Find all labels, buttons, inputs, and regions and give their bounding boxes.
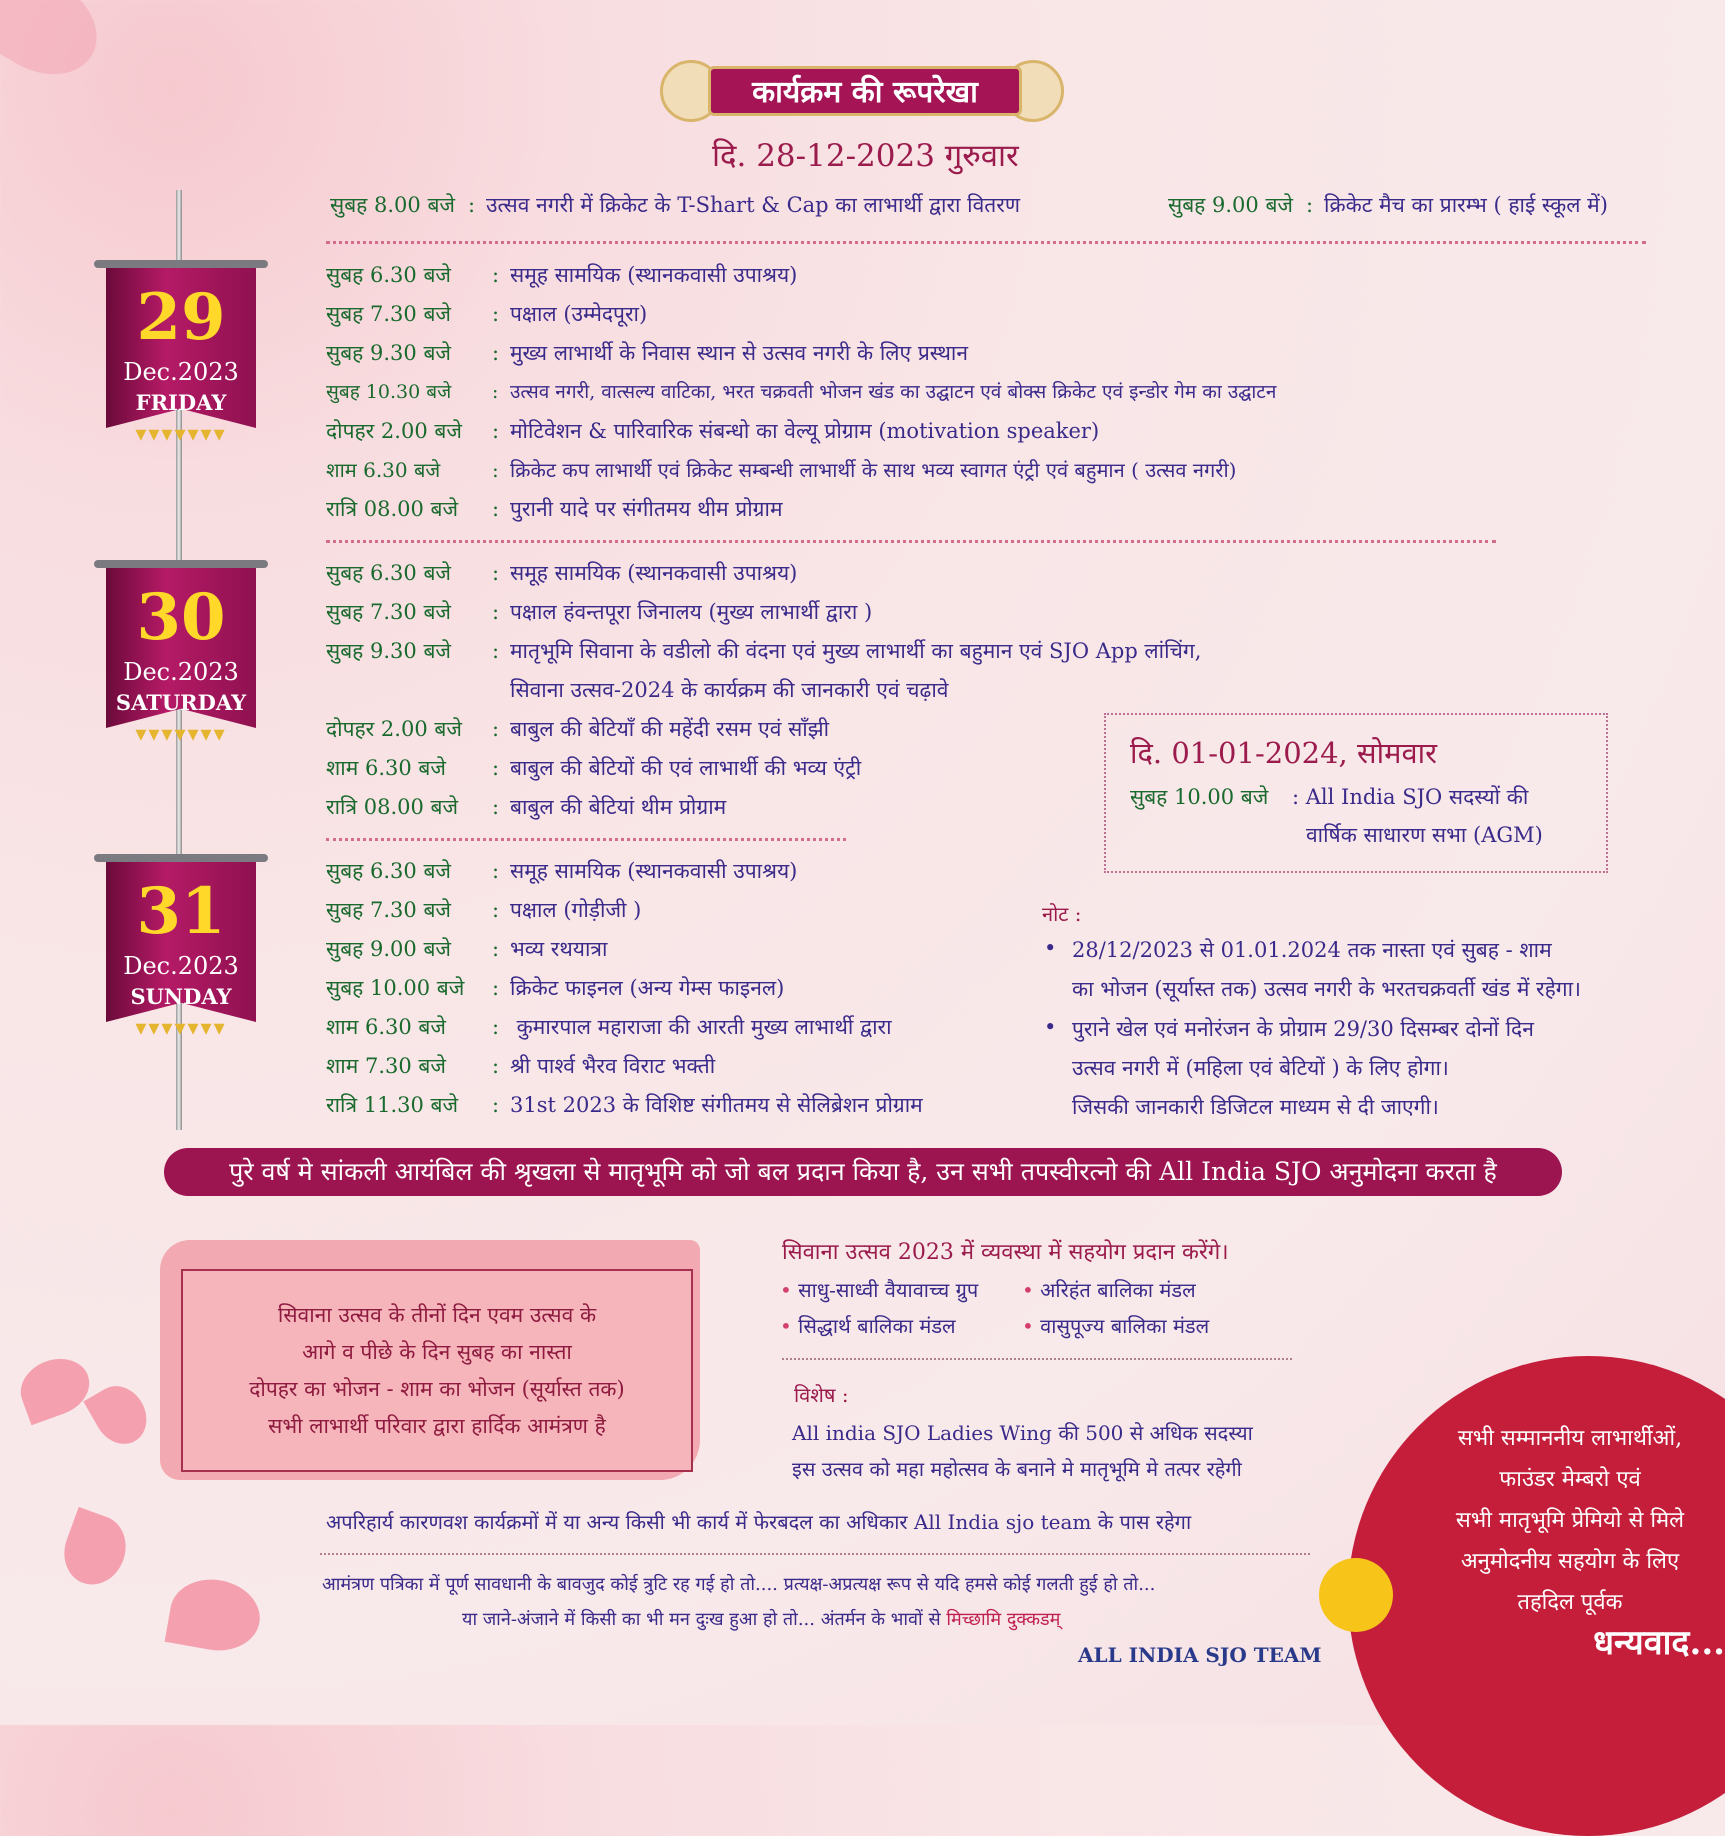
divider — [326, 838, 846, 841]
agm-line2: वार्षिक साधारण सभा (AGM) — [1306, 823, 1543, 847]
agm-line1: : All India SJO सदस्यों की — [1292, 785, 1529, 809]
note-line: पुराने खेल एवं मनोरंजन के प्रोग्राम 29/30 दिसम्बर दोनों दिन — [1072, 1017, 1534, 1041]
agm-time: सुबह 10.00 बजे — [1130, 785, 1269, 809]
day31-item: सुबह 10.00 बजे : क्रिकेट फाइनल (अन्य गेम्स फाइनल) — [326, 976, 785, 1000]
day30-item: शाम 6.30 बजे : बाबुल की बेटियों की एवं लाभार्थी की भव्य एंट्री — [326, 756, 862, 780]
sahyog-group: • साधु-साध्वी वैयावाच्च ग्रुप — [780, 1278, 979, 1302]
team-signature: ALL INDIA SJO TEAM — [1078, 1643, 1322, 1667]
note-line: का भोजन (सूर्यास्त तक) उत्सव नगरी के भरतचक्रवर्ती खंड में रहेगा। — [1072, 977, 1582, 1001]
flag-weekday: FRIDAY — [135, 390, 227, 415]
day31-item: सुबह 7.30 बजे : पक्षाल (गोड़ीजी ) — [326, 898, 642, 922]
thanks-text: सभी सम्माननीय लाभार्थीओं, फाउंडर मेम्बरो एवं सभी मातृभूमि प्रेमियो से मिले अनुमोदनीय सहयोग के लिए तहदिल पूर्वक धन्यवाद... — [1385, 1418, 1725, 1664]
divider — [782, 1358, 1292, 1360]
invite-box — [181, 1269, 693, 1472]
flower-decoration — [165, 1573, 266, 1658]
tassels-icon: ▾▾▾▾▾▾▾ — [135, 422, 227, 447]
flower-decoration — [13, 1350, 98, 1426]
agm-box — [1104, 713, 1608, 873]
flag-day-number: 31 — [136, 874, 226, 949]
day30-item: दोपहर 2.00 बजे : बाबुल की बेटियाँ की महेंदी रसम एवं साँझी — [326, 717, 830, 741]
day30-item: सुबह 6.30 बजे : समूह सामयिक (स्थानकवासी उपाश्रय) — [326, 561, 798, 585]
note-line: 28/12/2023 से 01.01.2024 तक नास्ता एवं सुबह - शाम — [1072, 938, 1552, 962]
divider — [326, 241, 1646, 244]
day29-item: सुबह 6.30 बजे : समूह सामयिक (स्थानकवासी उपाश्रय) — [326, 263, 798, 287]
day31-item: रात्रि 11.30 बजे : 31st 2023 के विशिष्ट संगीतमय से सेलिब्रेशन प्रोग्राम — [326, 1093, 923, 1117]
sahyog-group: • सिद्धार्थ बालिका मंडल — [780, 1314, 956, 1338]
apology-line: या जाने-अंजाने में किसी का भी मन दुःख हुआ हो तो... अंतर्मन के भावों से मिच्छामि दुक्कडम् — [462, 1609, 1061, 1630]
divider — [320, 1553, 1310, 1555]
vishesh-line: All india SJO Ladies Wing की 500 से अधिक सदस्या — [792, 1421, 1253, 1445]
day28-item-1: सुबह 8.00 बजे : उत्सव नगरी में क्रिकेट के T-Shart & Cap का लाभार्थी द्वारा वितरण — [330, 193, 1021, 217]
note-line: उत्सव नगरी में (महिला एवं बेटियों ) के लिए होगा। — [1072, 1056, 1449, 1080]
date-28-heading: दि. 28-12-2023 गुरुवार — [712, 138, 1019, 174]
anumodana-banner: पुरे वर्ष मे सांकली आयंबिल की श्रृखला से मातृभूमि को जो बल प्रदान किया है, उन सभी तपस्वीरत्नो की All India SJO अनुमोदना करता है — [164, 1148, 1562, 1196]
flag-month: Dec.2023 — [123, 658, 239, 686]
sahyog-heading: सिवाना उत्सव 2023 में व्यवस्था में सहयोग प्रदान करेंगे। — [782, 1240, 1229, 1265]
flag-weekday: SUNDAY — [130, 984, 232, 1009]
day29-item: सुबह 9.30 बजे : मुख्य लाभार्थी के निवास स्थान से उत्सव नगरी के लिए प्रस्थान — [326, 341, 969, 365]
flag-day-number: 29 — [136, 280, 226, 355]
note-label: नोट : — [1042, 902, 1082, 926]
invite-line: दोपहर का भोजन - शाम का भोजन (सूर्यास्त तक) — [249, 1377, 625, 1401]
flower-decoration — [55, 1507, 135, 1593]
sahyog-group: • वासुपूज्य बालिका मंडल — [1022, 1314, 1210, 1338]
flower-decoration — [83, 1377, 156, 1454]
note-bullet: • — [1044, 1015, 1057, 1039]
page-title: कार्यक्रम की रूपरेखा — [752, 75, 978, 110]
sahyog-group: • अरिहंत बालिका मंडल — [1022, 1278, 1196, 1302]
day30-item: रात्रि 08.00 बजे : बाबुल की बेटियां थीम प्रोग्राम — [326, 795, 727, 819]
flag-day-number: 30 — [136, 580, 226, 655]
invite-line: सिवाना उत्सव के तीनों दिन एवम उत्सव के — [277, 1303, 597, 1327]
day30-item: सुबह 9.30 बजे : मातृभूमि सिवाना के वडीलो की वंदना एवं मुख्य लाभार्थी का बहुमान एवं SJO App लांचिंग, — [326, 639, 1202, 663]
apology-line: आमंत्रण पत्रिका में पूर्ण सावधानी के बावजुद कोई त्रुटि रह गई हो तो.... प्रत्यक्ष-अप्रत्यक्ष रूप से यदि हमसे कोई गलती हुई हो तो... — [322, 1574, 1156, 1595]
flag-weekday: SATURDAY — [115, 690, 247, 715]
day29-item: शाम 6.30 बजे : क्रिकेट कप लाभार्थी एवं क्रिकेट सम्बन्धी लाभार्थी के साथ भव्य स्वागत एंट्री एवं बहुमान ( उत्सव नगरी) — [326, 458, 1237, 482]
vishesh-line: इस उत्सव को महा महोत्सव के बनाने मे मातृभूमि मे तत्पर रहेगी — [792, 1457, 1242, 1481]
tassels-icon: ▾▾▾▾▾▾▾ — [135, 722, 227, 747]
divider — [326, 540, 1496, 543]
day31-item: सुबह 6.30 बजे : समूह सामयिक (स्थानकवासी उपाश्रय) — [326, 859, 798, 883]
flag-day-31 — [106, 850, 256, 1050]
day29-item: दोपहर 2.00 बजे : मोटिवेशन & पारिवारिक संबन्धो का वेल्यू प्रोग्राम (motivation speaker) — [326, 419, 1100, 443]
day28-item-2: सुबह 9.00 बजे : क्रिकेट मैच का प्रारम्भ ( हाई स्कूल में) — [1168, 193, 1608, 217]
day29-item: रात्रि 08.00 बजे : पुरानी यादे पर संगीतमय थीम प्रोग्राम — [326, 497, 783, 521]
day29-item: सुबह 7.30 बजे : पक्षाल (उम्मेदपूरा) — [326, 302, 648, 326]
title-banner — [660, 58, 1064, 122]
day29-item: सुबह 10.30 बजे : उत्सव नगरी, वात्सल्य वाटिका, भरत चक्रवती भोजन खंड का उद्घाटन एवं बोक्स क्रिकेट एवं इन्डोर गेम का उद्घाटन — [326, 381, 1277, 403]
note-line: • — [1044, 936, 1057, 960]
disclaimer-text: अपरिहार्य कारणवश कार्यक्रमों में या अन्य किसी भी कार्य में फेरबदल का अधिकार All India sjo team के पास रहेगा — [326, 1510, 1192, 1534]
flag-month: Dec.2023 — [123, 952, 239, 980]
invite-line: सभी लाभार्थी परिवार द्वारा हार्दिक आमंत्रण है — [268, 1414, 606, 1438]
flag-day-29 — [106, 256, 256, 456]
day31-item: शाम 6.30 बजे : कुमारपाल महाराजा की आरती मुख्य लाभार्थी द्वारा — [326, 1015, 892, 1039]
invite-line: आगे व पीछे के दिन सुबह का नास्ता — [302, 1340, 572, 1364]
yellow-dot — [1319, 1558, 1393, 1632]
flag-month: Dec.2023 — [123, 358, 239, 386]
flag-day-30 — [106, 556, 256, 756]
flower-decoration — [0, 0, 114, 94]
day30-item: सुबह 7.30 बजे : पक्षाल हंवन्तपूरा जिनालय (मुख्य लाभार्थी द्वारा ) — [326, 600, 873, 624]
day30-item: सिवाना उत्सव-2024 के कार्यक्रम की जानकारी एवं चढ़ावे — [510, 678, 949, 702]
day31-item: सुबह 9.00 बजे : भव्य रथयात्रा — [326, 937, 608, 961]
day31-item: शाम 7.30 बजे : श्री पार्श्व भैरव विराट भक्ती — [326, 1054, 716, 1078]
vishesh-label: विशेष : — [794, 1383, 849, 1407]
agm-date: दि. 01-01-2024, सोमवार — [1130, 736, 1437, 770]
tassels-icon: ▾▾▾▾▾▾▾ — [135, 1016, 227, 1041]
thanks-big: धन्यवाद... — [1593, 1623, 1725, 1663]
note-line: जिसकी जानकारी डिजिटल माध्यम से दी जाएगी। — [1072, 1095, 1439, 1119]
